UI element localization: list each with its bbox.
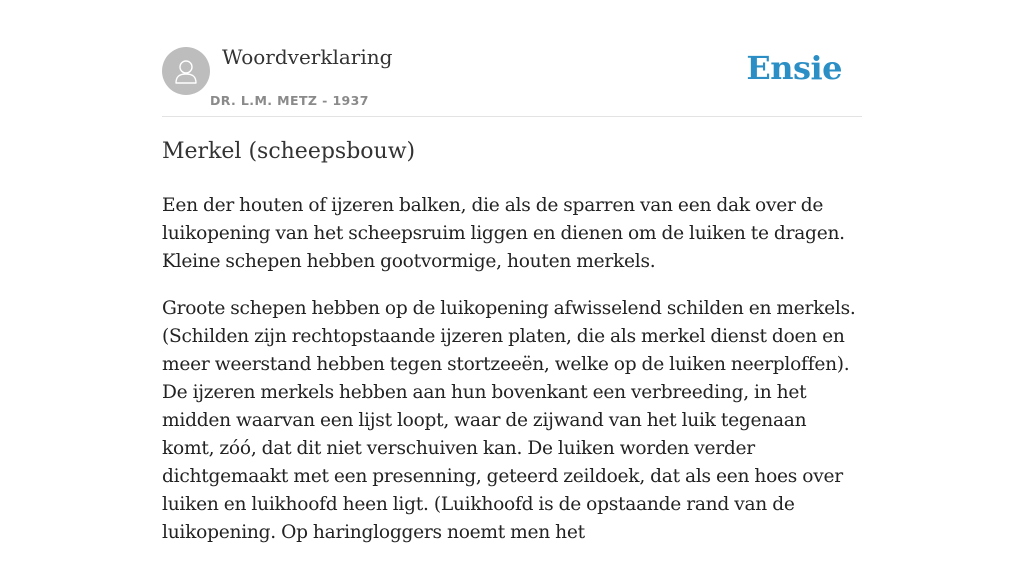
ensie-logo[interactable]: Ensie [746, 49, 842, 87]
entry-paragraph: Een der houten of ijzeren balken, die als de sparren van een dak over de luikopening van het scheepsruim liggen en dienen om de luiken te dragen. Kleine schepen hebben gootvormige, houten merkels. [162, 195, 845, 272]
header [162, 0, 862, 117]
entry-title: Merkel (scheepsbouw) [162, 139, 416, 164]
source-meta[interactable]: DR. L.M. METZ - 1937 [210, 93, 369, 108]
entry-paragraph: Groote schepen hebben op de luikopening afwisselend schilden en merkels. (Schilden zijn rechtopstaande ijzeren platen, die als merkel dienst doen en meer weerstand hebben tegen stortzeeën, welke op de luiken neerploffen). De ijzeren merkels hebben aan hun bovenkant een verbreeding, in het midden waarvan een lijst loopt, waar de zijwand van het luik tegenaan komt, zóó, dat dit niet verschuiven kan. De luiken worden verder dichtgemaakt met een presenning, geteerd zeildoek, dat als een hoes over luiken en luikhoofd heen ligt. (Luikhoofd is de opstaande rand van de luikopening. Op haringloggers noemt men het [162, 298, 856, 543]
avatar[interactable] [162, 47, 210, 95]
user-icon [171, 56, 201, 86]
entry-body [162, 192, 862, 566]
dictionary-type-title[interactable]: Woordverklaring [222, 45, 393, 69]
page [162, 0, 862, 543]
